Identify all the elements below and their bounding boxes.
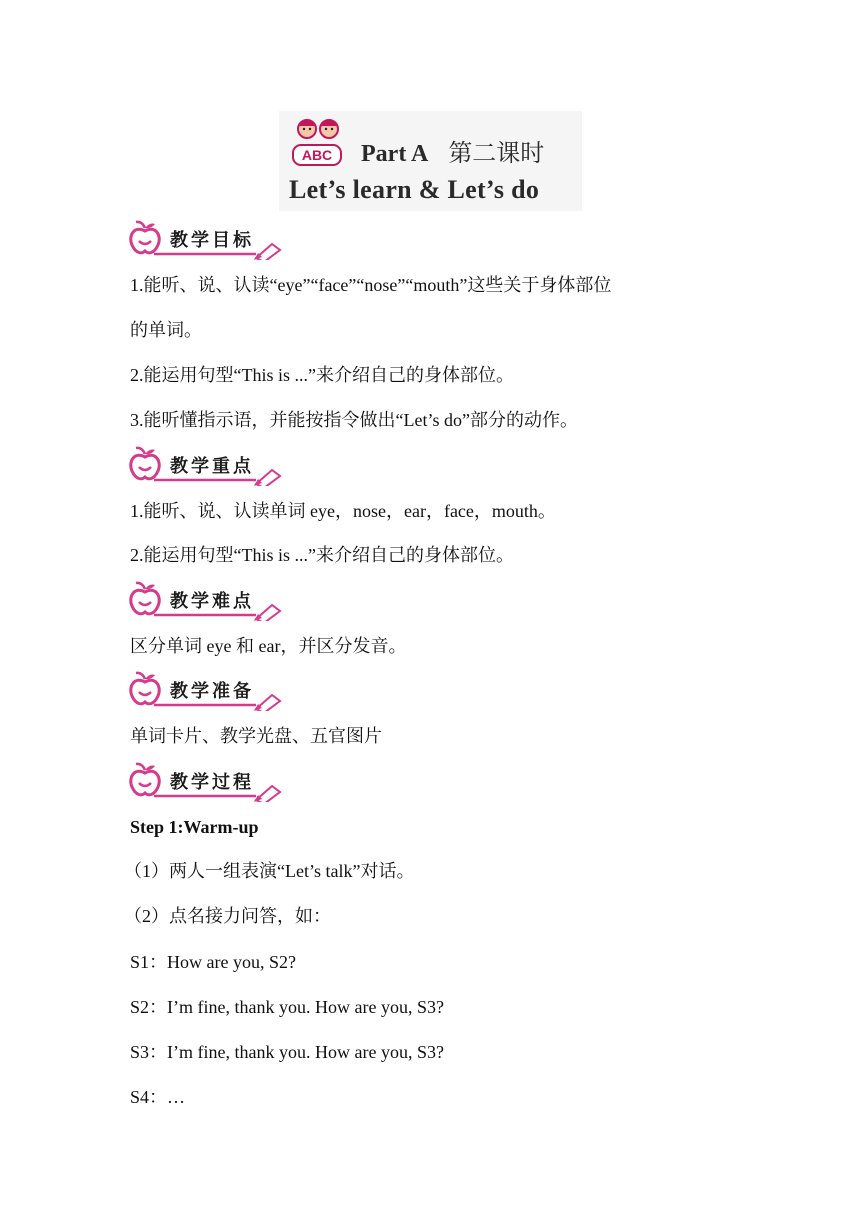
svg-text:ABC: ABC xyxy=(301,147,333,163)
section-header-process xyxy=(128,762,298,802)
subtitle: Let’s learn & Let’s do xyxy=(289,175,540,204)
section-header-difficulties xyxy=(128,581,298,621)
section-label: 教学准备 xyxy=(170,681,254,702)
title-part: Part A xyxy=(361,141,429,167)
section-label: 教学目标 xyxy=(170,230,254,251)
step-title: Step 1:Warm-up xyxy=(130,817,259,837)
objective-line: 的单词。 xyxy=(130,320,202,340)
pencil-icon xyxy=(148,782,288,802)
key-point-line: 1.能听、说、认读单词 eye，nose，ear，face，mouth。 xyxy=(130,501,556,521)
objective-line: 1.能听、说、认读“eye”“face”“nose”“mouth”这些关于身体部位 xyxy=(130,275,612,295)
kids-logo-icon xyxy=(287,115,351,171)
lesson-title-banner xyxy=(279,111,582,211)
difficulty-line: 区分单词 eye 和 ear，并区分发音。 xyxy=(130,636,407,656)
section-label: 教学难点 xyxy=(170,591,254,612)
title-line xyxy=(361,133,544,168)
dialogue-line: S1：How are you, S2? xyxy=(130,952,296,972)
pencil-icon xyxy=(148,466,288,486)
section-label: 教学过程 xyxy=(170,772,254,793)
title-lesson: 第二课时 xyxy=(448,139,545,167)
dialogue-line: S3：I’m fine, thank you. How are you, S3? xyxy=(130,1042,444,1062)
objective-line: 2.能运用句型“This is ...”来介绍自己的身体部位。 xyxy=(130,365,514,385)
key-point-line: 2.能运用句型“This is ...”来介绍自己的身体部位。 xyxy=(130,545,514,565)
process-line: （2）点名接力问答，如： xyxy=(124,906,331,926)
preparation-line: 单词卡片、教学光盘、五官图片 xyxy=(130,726,382,746)
section-label: 教学重点 xyxy=(170,456,254,477)
dialogue-line: S2：I’m fine, thank you. How are you, S3? xyxy=(130,997,444,1017)
section-header-key-points xyxy=(128,446,298,486)
pencil-icon xyxy=(148,691,288,711)
objective-line: 3.能听懂指示语，并能按指令做出“Let’s do”部分的动作。 xyxy=(130,410,578,430)
pencil-icon xyxy=(148,240,288,260)
section-header-objectives xyxy=(128,220,298,260)
process-line: （1）两人一组表演“Let’s talk”对话。 xyxy=(124,861,415,881)
dialogue-line: S4：… xyxy=(130,1087,186,1107)
section-header-preparation xyxy=(128,671,298,711)
pencil-icon xyxy=(148,601,288,621)
